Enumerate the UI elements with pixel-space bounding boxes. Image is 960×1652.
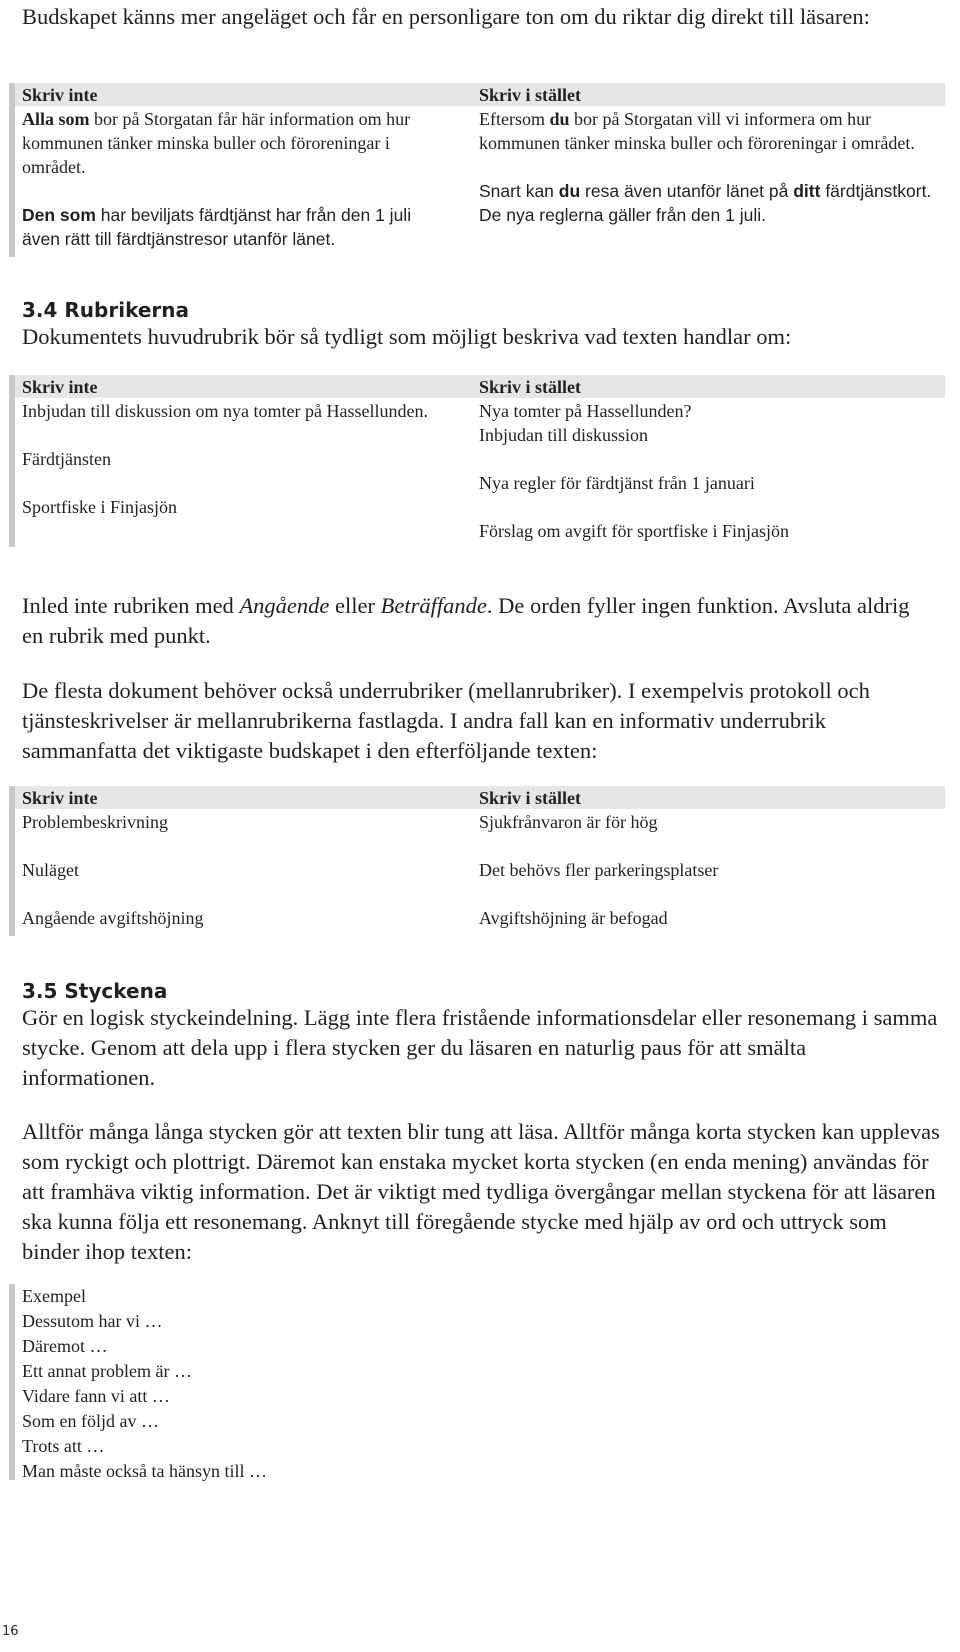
- section-3-5-paragraph-2: Alltför många långa stycken gör att texten blir tung att läsa. Alltför många korta stycken kan upplevas som ryckigt och plottrigt. Däremot kan enstaka mycket korta stycken (en enda mening) användas för att framhäva viktig information. Det är viktigt med tydliga övergångar mellan styckena för att läsaren ska kunna följa ett resonemang. Anknyt till föregående stycke med hjälp av ord och uttryck som binder ihop texten:: [22, 1119, 940, 1264]
- list-item: Trots att …: [22, 1436, 105, 1456]
- transition-examples-box: [0, 1284, 960, 1480]
- do-write-heading: Skriv i stället: [479, 788, 581, 808]
- list-item: Däremot …: [22, 1336, 108, 1356]
- section-3-5-paragraph-1: Gör en logisk styckeindelning. Lägg inte flera fristående informationsdelar eller resonemang i samma stycke. Genom att dela upp i flera stycken ger du läsaren en naturlig paus för att smälta informationen.: [22, 1005, 938, 1090]
- dont-write-item: Nuläget: [22, 860, 79, 880]
- headline-advice-paragraph: Inled inte rubriken med Angående eller Beträffande. De orden fyller ingen funktion. Avsluta aldrig en rubrik med punkt.: [22, 593, 910, 648]
- dont-write-column: [22, 83, 442, 251]
- list-item: Vidare fann vi att …: [22, 1386, 170, 1406]
- transition-examples-list: [22, 1284, 267, 1484]
- dont-write-column: [22, 786, 442, 930]
- do-write-item: Sjukfrånvaron är för hög: [479, 812, 658, 832]
- example-box-headlines: [0, 375, 960, 547]
- dont-write-heading: Skriv inte: [22, 85, 98, 105]
- intro-paragraph: Budskapet känns mer angeläget och får en personligare ton om du riktar dig direkt till läsaren:: [22, 4, 870, 29]
- do-write-column: [479, 83, 949, 227]
- do-write-item: Nya tomter på Hassellunden? Inbjudan till diskussion: [479, 401, 692, 445]
- section-heading-3-4: 3.4 Rubrikerna: [22, 298, 189, 322]
- section-3-4-paragraph: Dokumentets huvudrubrik bör så tydligt som möjligt beskriva vad texten handlar om:: [22, 324, 792, 349]
- example-box-direct-address: [0, 83, 960, 257]
- list-item: Som en följd av …: [22, 1411, 159, 1431]
- do-write-item: Förslag om avgift för sportfiske i Finjasjön: [479, 521, 789, 541]
- list-item: Ett annat problem är …: [22, 1361, 192, 1381]
- dont-write-heading: Skriv inte: [22, 377, 98, 397]
- examples-list-title: Exempel: [22, 1286, 86, 1306]
- do-write-heading: Skriv i stället: [479, 377, 581, 397]
- dont-write-item: Sportfiske i Finjasjön: [22, 497, 178, 517]
- dont-write-heading: Skriv inte: [22, 788, 98, 808]
- do-write-item: Det behövs fler parkeringsplatser: [479, 860, 719, 880]
- page-number: 16: [2, 1624, 19, 1639]
- example-side-bar: [9, 83, 15, 257]
- do-write-item: Avgiftshöjning är befogad: [479, 908, 668, 928]
- dont-write-example-2: Den som har beviljats färdtjänst har från den 1 juli även rätt till färdtjänstresor utanför länet.: [22, 205, 412, 249]
- do-write-item: Nya regler för färdtjänst från 1 januari: [479, 473, 755, 493]
- dont-write-example-1: Alla som bor på Storgatan får här information om hur kommunen tänker minska buller och föroreningar i området.: [22, 109, 411, 177]
- dont-write-item: Angående avgiftshöjning: [22, 908, 204, 928]
- do-write-example-1: Eftersom du bor på Storgatan vill vi informera om hur kommunen tänker minska buller och föroreningar i området.: [479, 109, 915, 153]
- dont-write-item: Inbjudan till diskussion om nya tomter på Hassellunden.: [22, 401, 428, 421]
- do-write-column: [479, 375, 949, 543]
- section-heading-3-5: 3.5 Styckena: [22, 979, 168, 1003]
- do-write-example-2: Snart kan du resa även utanför länet på ditt färdtjänstkort. De nya reglerna gäller från den 1 juli.: [479, 181, 932, 225]
- dont-write-column: [22, 375, 442, 519]
- dont-write-item: Problembeskrivning: [22, 812, 168, 832]
- list-item: Dessutom har vi …: [22, 1311, 163, 1331]
- subheadings-paragraph: De flesta dokument behöver också underrubriker (mellanrubriker). I exempelvis protokoll och tjänsteskrivelser är mellanrubrikerna fastlagda. I andra fall kan en informativ underrubrik sammanfatta det viktigaste budskapet i den efterföljande texten:: [22, 678, 870, 763]
- example-side-bar: [9, 375, 15, 547]
- do-write-column: [479, 786, 949, 930]
- example-box-subheadings: [0, 786, 960, 936]
- do-write-heading: Skriv i stället: [479, 85, 581, 105]
- dont-write-item: Färdtjänsten: [22, 449, 111, 469]
- example-side-bar: [9, 1284, 15, 1480]
- list-item: Man måste också ta hänsyn till …: [22, 1461, 267, 1481]
